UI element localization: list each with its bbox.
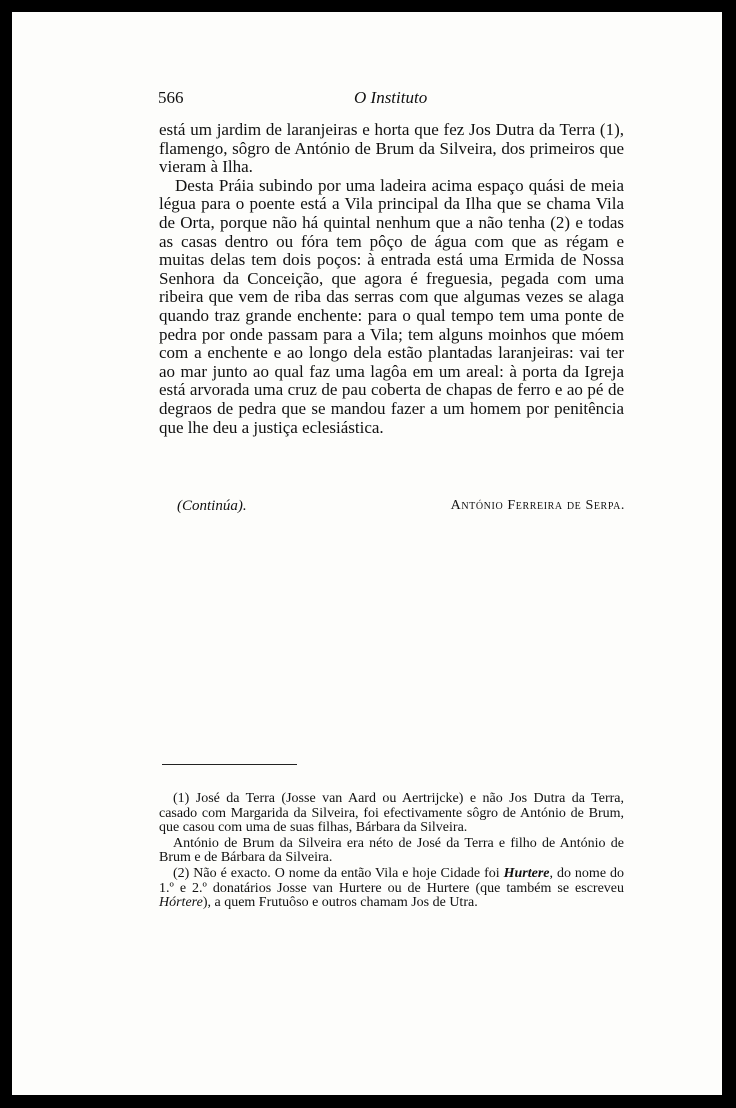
- footnote-2-name-hortere: Hórtere: [159, 895, 203, 911]
- body-text: [159, 121, 624, 437]
- page-number: 566: [158, 88, 184, 107]
- footnote-2-name-hurtere: Hurtere: [503, 865, 550, 881]
- footnote-divider: [162, 764, 297, 765]
- paragraph-1: está um jardim de laranjeiras e horta que fez Jos Dutra da Terra (1), flamengo, sôgro de António de Brum da Silveira, dos primeiros que vieram à Ilha.: [159, 120, 624, 177]
- footnote-2-text-c: ), a quem Frutuôso e outros chamam Jos de Utra.: [202, 895, 478, 911]
- footnote-2-text-a: (2) Não é exacto. O nome da então Vila e hoje Cidade foi: [173, 865, 504, 881]
- footnote-2-text-b: , do nome do 1.º e 2.º donatários Josse van Hurtere ou de Hurtere (que também se escreveu: [159, 865, 624, 896]
- author-signature: António Ferreira de Serpa.: [450, 498, 625, 513]
- footnote-2: [159, 867, 624, 911]
- footnotes: [159, 792, 624, 911]
- footnote-1-continuation: António de Brum da Silveira era néto de José da Terra e filho de António de Brum e de Bárbara da Silveira.: [159, 835, 624, 866]
- running-title: O Instituto: [354, 88, 428, 107]
- paragraph-2: Desta Práia subindo por uma ladeira acima espaço quási de meia légua para o poente está a Vila principal da Ilha que se chama Vila de Orta, porque não há quintal nenhum que a não tenha (2) e todas as casas dentro ou fóra tem pôço de água com que as régam e muitas delas tem dois poços: à entrada está uma Ermida de Nossa Senhora da Conceição, que agora é freguesia, pegada com uma ribeira que vem de riba das serras com que algumas vezes se alaga quando traz grande enchente: para o qual tempo tem uma ponte de pedra por onde passam para a Vila; tem alguns moinhos que móem com a enchente e ao longo dela estão plantadas laranjeiras: vai ter ao mar junto ao qual faz uma lagôa em um areal: à porta da Igreja está arvorada uma cruz de pau coberta de chapas de ferro e ao pé de degraos de pedra que se mandou fazer a um homem por penitência que lhe deu a justiça eclesiástica.: [159, 175, 624, 437]
- document-page: [12, 12, 722, 1095]
- footnote-1: (1) José da Terra (Josse van Aard ou Aertrijcke) e não Jos Dutra da Terra, casado com Margarida da Silveira, foi efectivamente sôgro de António de Brum, que casou com uma de suas filhas, Bárbara da Silveira.: [159, 791, 624, 836]
- continua-note: (Continúa).: [177, 498, 247, 514]
